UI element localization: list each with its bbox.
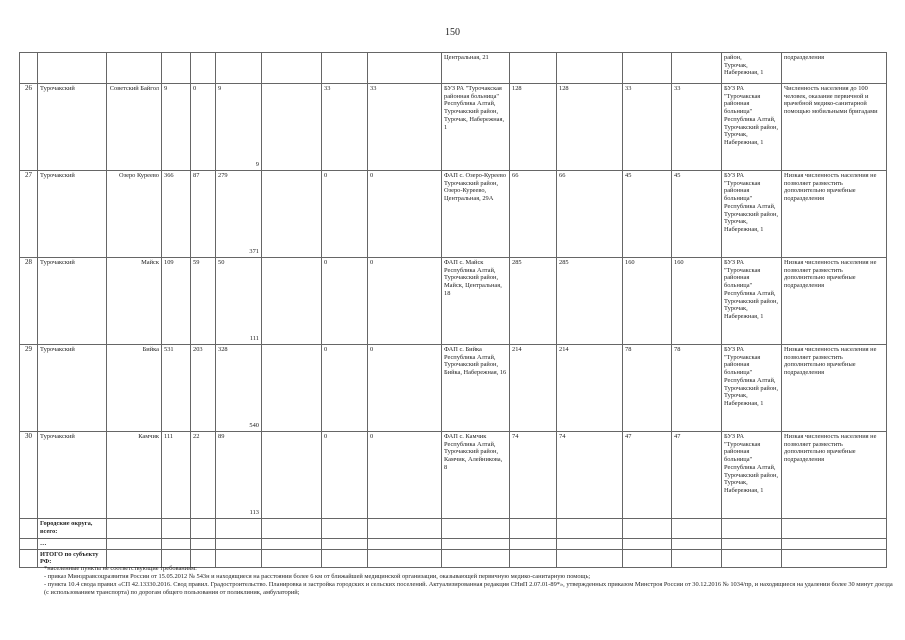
data-table bbox=[19, 52, 887, 568]
summary-label: ИТОГО по субъекту РФ: bbox=[38, 549, 107, 567]
table-row-continued bbox=[20, 53, 887, 84]
footnote-line: *населенные пункты не соответствующие требованиям: bbox=[44, 565, 197, 572]
district-cell: Турочакский bbox=[38, 171, 107, 258]
mo-cell: БУЗ РА "Турочакская районная больница" Республика Алтай, Турочакский район, Турочак, Набережная, 1 bbox=[722, 84, 782, 171]
footnote-line: - приказ Минздравсоцразвития России от 15.05.2012 № 543н и находящиеся на расстоянии более 6 км от ближайшей медицинской организации, оказывающей первичную медико-санитарную помощь; bbox=[44, 573, 591, 580]
c14-cell: 78 bbox=[672, 345, 722, 432]
c11-cell: 285 bbox=[510, 258, 557, 345]
pop-children-cell: 22 bbox=[191, 432, 216, 519]
c7-cell bbox=[262, 432, 322, 519]
row-number: 30 bbox=[20, 432, 38, 519]
c13-cell: 47 bbox=[623, 432, 672, 519]
table-row bbox=[20, 432, 887, 519]
pop-total-cell: 531 bbox=[162, 345, 191, 432]
settlement-cell: Майск bbox=[107, 258, 162, 345]
pop-children-cell: 203 bbox=[191, 345, 216, 432]
summary-label: … bbox=[38, 539, 107, 550]
pop-adult-cell: 89 113 bbox=[216, 432, 262, 519]
page-number: 150 bbox=[445, 27, 460, 38]
c8-cell: 0 bbox=[322, 345, 368, 432]
summary-label: Городские округа, всего: bbox=[38, 519, 107, 539]
mo-cell: БУЗ РА "Турочакская районная больница" Республика Алтай, Турочакский район, Турочак, Набережная, 1 bbox=[722, 171, 782, 258]
dots-row bbox=[20, 539, 887, 550]
table-row bbox=[20, 84, 887, 171]
footnotes bbox=[44, 565, 894, 597]
c9-cell: 0 bbox=[368, 258, 442, 345]
table-row bbox=[20, 258, 887, 345]
c13-cell: 45 bbox=[623, 171, 672, 258]
c13-cell: 78 bbox=[623, 345, 672, 432]
reason-cell: Низкая численность населения не позволяет разместить дополнительно врачебные подразделения bbox=[782, 345, 887, 432]
c9-cell: 0 bbox=[368, 171, 442, 258]
c9-cell: 0 bbox=[368, 345, 442, 432]
reason-cell: Низкая численность населения не позволяет разместить дополнительно врачебные подразделения bbox=[782, 258, 887, 345]
pop-adult-cell: 50 111 bbox=[216, 258, 262, 345]
row-number: 28 bbox=[20, 258, 38, 345]
facility-cell: Центральная, 21 bbox=[442, 53, 510, 84]
c11-cell: 214 bbox=[510, 345, 557, 432]
reason-cell: Низкая численность населения не позволяет разместить дополнительно врачебные подразделения bbox=[782, 432, 887, 519]
c13-cell: 33 bbox=[623, 84, 672, 171]
c12-cell: 128 bbox=[557, 84, 623, 171]
c7-cell bbox=[262, 171, 322, 258]
pop-total-cell: 109 bbox=[162, 258, 191, 345]
pop-children-cell: 59 bbox=[191, 258, 216, 345]
district-cell: Турочакский bbox=[38, 345, 107, 432]
row-number: 29 bbox=[20, 345, 38, 432]
district-cell: Турочакский bbox=[38, 84, 107, 171]
c12-cell: 74 bbox=[557, 432, 623, 519]
c14-cell: 160 bbox=[672, 258, 722, 345]
facility-cell: ФАП с. Камчик Республика Алтай, Турочакский район, Камчик, Алейникова, 8 bbox=[442, 432, 510, 519]
pop-total-cell: 9 bbox=[162, 84, 191, 171]
c8-cell: 33 bbox=[322, 84, 368, 171]
settlement-cell: Советский Байгол bbox=[107, 84, 162, 171]
district-cell: Турочакский bbox=[38, 432, 107, 519]
settlement-cell: Бийка bbox=[107, 345, 162, 432]
c11-cell: 128 bbox=[510, 84, 557, 171]
mo-cell: БУЗ РА "Турочакская районная больница" Республика Алтай, Турочакский район, Турочак, Набережная, 1 bbox=[722, 258, 782, 345]
c12-cell: 214 bbox=[557, 345, 623, 432]
c9-cell: 0 bbox=[368, 432, 442, 519]
pop-children-cell: 0 bbox=[191, 84, 216, 171]
c8-cell: 0 bbox=[322, 432, 368, 519]
facility-cell: ФАП с. Бийка Республика Алтай, Турочакский район, Бийка, Набережная, 16 bbox=[442, 345, 510, 432]
row-number: 26 bbox=[20, 84, 38, 171]
urban-total-row bbox=[20, 519, 887, 539]
c9-cell: 33 bbox=[368, 84, 442, 171]
facility-cell: ФАП с. Озеро-Куреево Турочакский район, Озеро-Куреево, Центральная, 29А bbox=[442, 171, 510, 258]
reason-cell: подразделения bbox=[782, 53, 887, 84]
c7-cell bbox=[262, 345, 322, 432]
c14-cell: 47 bbox=[672, 432, 722, 519]
row-number: 27 bbox=[20, 171, 38, 258]
pop-total-cell: 111 bbox=[162, 432, 191, 519]
c11-cell: 74 bbox=[510, 432, 557, 519]
c14-cell: 33 bbox=[672, 84, 722, 171]
table-row bbox=[20, 345, 887, 432]
mo-cell: район, Турочак, Набережная, 1 bbox=[722, 53, 782, 84]
reason-cell: Численность населения до 100 человек, оказание первичной и врачебной медико-санитарной помощью мобильными бригадами bbox=[782, 84, 887, 171]
pop-adult-cell: 9 9 bbox=[216, 84, 262, 171]
settlement-cell: Озеро Куреево bbox=[107, 171, 162, 258]
c12-cell: 66 bbox=[557, 171, 623, 258]
c13-cell: 160 bbox=[623, 258, 672, 345]
mo-cell: БУЗ РА "Турочакская районная больница" Республика Алтай, Турочакский район, Турочак, Набережная, 1 bbox=[722, 432, 782, 519]
c11-cell: 66 bbox=[510, 171, 557, 258]
pop-children-cell: 87 bbox=[191, 171, 216, 258]
pop-adult-cell: 279 371 bbox=[216, 171, 262, 258]
c8-cell: 0 bbox=[322, 258, 368, 345]
facility-cell: БУЗ РА "Турочакская районная больница" Республика Алтай, Турочакский район, Турочак, Набережная, 1 bbox=[442, 84, 510, 171]
reason-cell: Низкая численность населения не позволяет разместить дополнительно врачебные подразделения bbox=[782, 171, 887, 258]
district-cell: Турочакский bbox=[38, 258, 107, 345]
mo-cell: БУЗ РА "Турочакская районная больница" Республика Алтай, Турочакский район, Турочак, Набережная, 1 bbox=[722, 345, 782, 432]
c7-cell bbox=[262, 84, 322, 171]
footnote-line: - пункта 10.4 свода правил «СП 42.13330.2016. Свод правил. Градостроительство. Планировка и застройка городских и сельских поселений. Актуализированная редакция СНиП 2.07.01-89*», утвержденных приказом Минстроя России от 30.12.2016 № 1034/пр, и находящиеся на удалении более 30 минут доезда (с использованием транспорта) по дорогам общего пользования от поликлиник, амбулаторий; bbox=[44, 581, 893, 596]
pop-adult-cell: 328 540 bbox=[216, 345, 262, 432]
table-row bbox=[20, 171, 887, 258]
pop-total-cell: 366 bbox=[162, 171, 191, 258]
c8-cell: 0 bbox=[322, 171, 368, 258]
c7-cell bbox=[262, 258, 322, 345]
settlement-cell: Камчик bbox=[107, 432, 162, 519]
facility-cell: ФАП с. Майск Республика Алтай, Турочакский район, Майск, Центральная, 18 bbox=[442, 258, 510, 345]
c12-cell: 285 bbox=[557, 258, 623, 345]
c14-cell: 45 bbox=[672, 171, 722, 258]
